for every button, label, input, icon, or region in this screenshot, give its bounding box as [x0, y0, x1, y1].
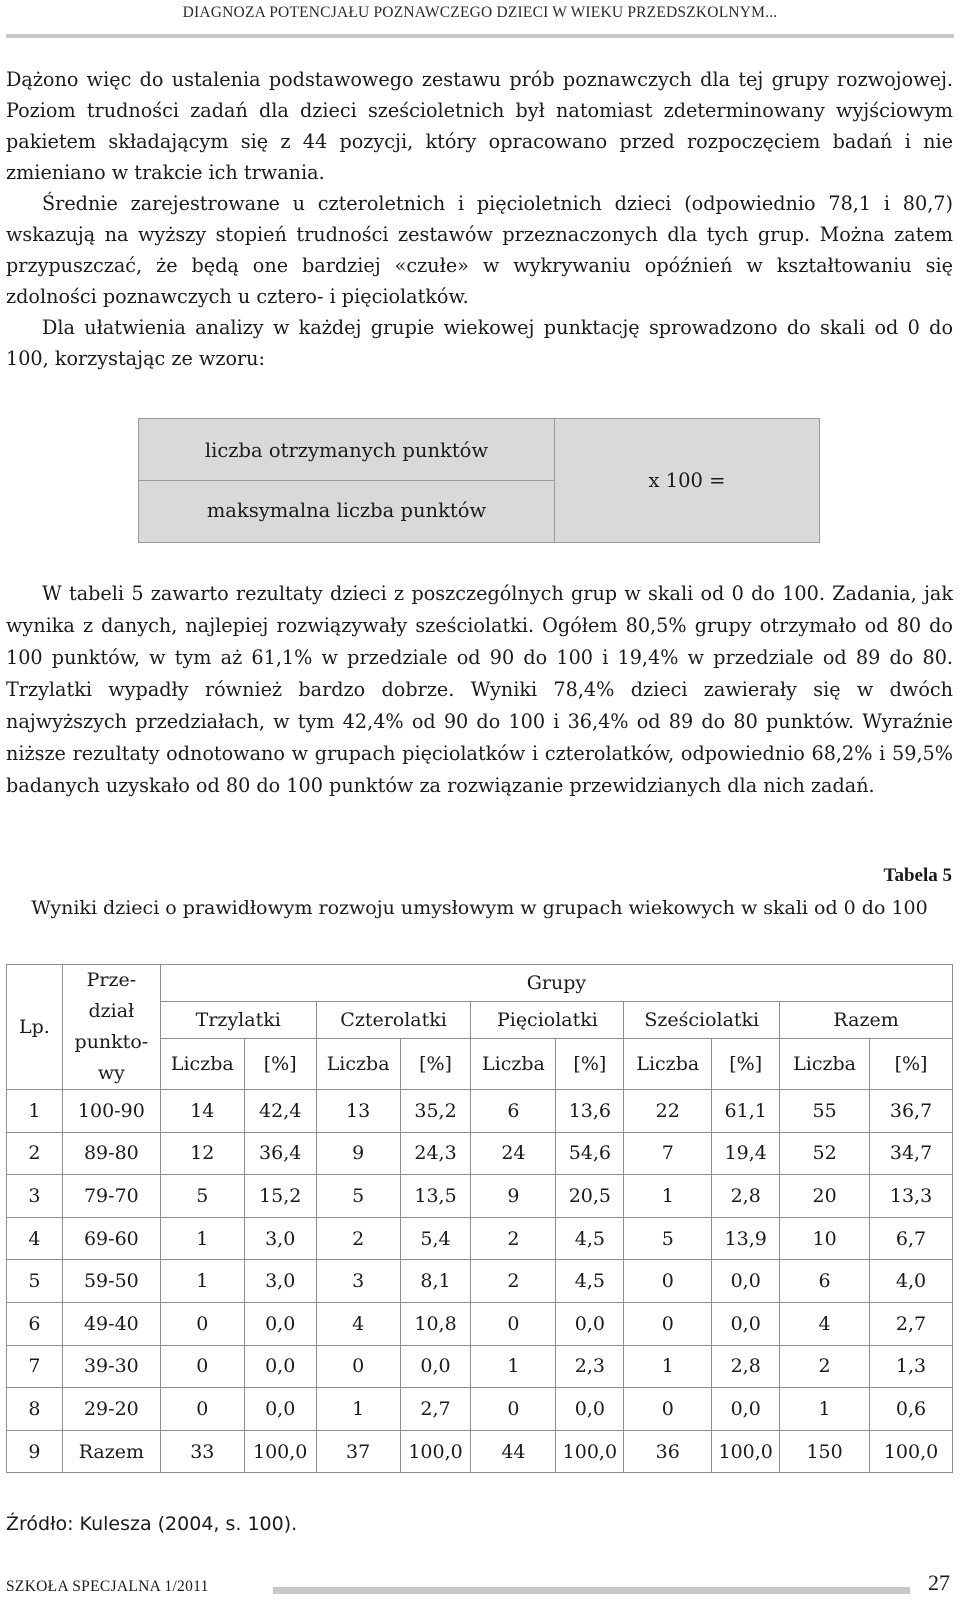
- table-row: [7, 1175, 953, 1218]
- table-cell: 55: [780, 1090, 870, 1133]
- table-cell: 0,0: [712, 1388, 780, 1431]
- table-cell: 1: [160, 1217, 244, 1260]
- table-cell: 0: [160, 1388, 244, 1431]
- table-cell: 13: [316, 1090, 400, 1133]
- table-cell: 0: [624, 1302, 712, 1345]
- paragraph-1: Dążono więc do ustalenia podstawowego zestawu prób poznawczych dla tej grupy rozwojowej. Poziom trudności zadań dla dzieci sześcioletnich był natomiast zdeterminowany wyjściowym pakietem składającym się z 44 pozycji, który opracowano przed rozpoczęciem badań i nie zmieniano w trakcie ich trwania.: [6, 68, 953, 184]
- header-count: Liczba: [160, 1038, 244, 1090]
- table-cell: 0,0: [244, 1302, 316, 1345]
- table-cell: 36,7: [870, 1090, 953, 1133]
- formula-numerator: liczba otrzymanych punktów: [204, 439, 489, 462]
- table-cell: 15,2: [244, 1175, 316, 1218]
- table-cell: 12: [160, 1132, 244, 1175]
- table-cell: 1: [624, 1345, 712, 1388]
- table-cell: 7: [624, 1132, 712, 1175]
- table-cell: 1: [160, 1260, 244, 1303]
- table-label: Tabela 5: [883, 865, 952, 886]
- table-cell: 100,0: [870, 1430, 953, 1473]
- table-cell: 3: [7, 1175, 63, 1218]
- table-cell: 79-70: [62, 1175, 160, 1218]
- table-cell: 3,0: [244, 1260, 316, 1303]
- table-cell: 100,0: [400, 1430, 471, 1473]
- table-cell: 34,7: [870, 1132, 953, 1175]
- table-cell: 35,2: [400, 1090, 471, 1133]
- table-cell: 20: [780, 1175, 870, 1218]
- header-count: Liczba: [316, 1038, 400, 1090]
- table-cell: 0,0: [400, 1345, 471, 1388]
- body-text-top: [6, 64, 953, 374]
- table-cell: 44: [471, 1430, 556, 1473]
- table-cell: 0: [160, 1302, 244, 1345]
- table-cell: 24: [471, 1132, 556, 1175]
- table-cell: 20,5: [556, 1175, 624, 1218]
- table-cell: 33: [160, 1430, 244, 1473]
- running-head: DIAGNOZA POTENCJAŁU POZNAWCZEGO DZIECI W WIEKU PRZEDSZKOLNYM...: [182, 4, 778, 21]
- header-groups: Grupy: [160, 965, 952, 1002]
- table-cell: 2,3: [556, 1345, 624, 1388]
- table-cell: 100,0: [556, 1430, 624, 1473]
- table-cell: 36,4: [244, 1132, 316, 1175]
- table-cell: 5,4: [400, 1217, 471, 1260]
- table-cell: 1: [780, 1388, 870, 1431]
- table-cell: 13,3: [870, 1175, 953, 1218]
- table-cell: 4,0: [870, 1260, 953, 1303]
- table-cell: 49-40: [62, 1302, 160, 1345]
- table-cell: 13,6: [556, 1090, 624, 1133]
- table-cell: 0: [471, 1302, 556, 1345]
- table-cell: 5: [316, 1175, 400, 1218]
- header-range: Prze-dział punkto-wy: [62, 965, 160, 1090]
- table-cell: Razem: [62, 1430, 160, 1473]
- header-group: Trzylatki: [160, 1001, 316, 1038]
- table-cell: 6: [7, 1302, 63, 1345]
- table-row: [7, 1217, 953, 1260]
- header-group: Czterolatki: [316, 1001, 471, 1038]
- table-cell: 29-20: [62, 1388, 160, 1431]
- table-cell: 2,8: [712, 1345, 780, 1388]
- table-cell: 8: [7, 1388, 63, 1431]
- table-cell: 36: [624, 1430, 712, 1473]
- table-cell: 2: [471, 1260, 556, 1303]
- table-cell: 100,0: [244, 1430, 316, 1473]
- table-cell: 4: [7, 1217, 63, 1260]
- table-cell: 3: [316, 1260, 400, 1303]
- table-cell: 19,4: [712, 1132, 780, 1175]
- table-cell: 13,9: [712, 1217, 780, 1260]
- table-cell: 2: [471, 1217, 556, 1260]
- formula-multiplier: x 100 =: [648, 469, 726, 492]
- table-row: [7, 1132, 953, 1175]
- table-cell: 0,0: [712, 1302, 780, 1345]
- table-cell: 2,8: [712, 1175, 780, 1218]
- page-number: 27: [928, 1570, 950, 1595]
- header-percent: [%]: [244, 1038, 316, 1090]
- table-cell: 37: [316, 1430, 400, 1473]
- table-row: [7, 1430, 953, 1473]
- table-cell: 1: [471, 1345, 556, 1388]
- table-cell: 5: [624, 1217, 712, 1260]
- table-caption: Wyniki dzieci o prawidłowym rozwoju umysłowym w grupach wiekowych w skali od 0 do 100: [31, 897, 928, 919]
- table-cell: 0: [624, 1388, 712, 1431]
- header-percent: [%]: [556, 1038, 624, 1090]
- table-row: [7, 1388, 953, 1431]
- table-cell: 14: [160, 1090, 244, 1133]
- table-cell: 4: [316, 1302, 400, 1345]
- table-cell: 4,5: [556, 1217, 624, 1260]
- header-group: Razem: [780, 1001, 953, 1038]
- table-cell: 1: [7, 1090, 63, 1133]
- table-body: [7, 1090, 953, 1473]
- table-row: [7, 1302, 953, 1345]
- header-percent: [%]: [870, 1038, 953, 1090]
- footer-rule: [273, 1587, 910, 1594]
- table-cell: 2,7: [870, 1302, 953, 1345]
- body-text-bottom: [6, 578, 953, 802]
- table-cell: 0: [471, 1388, 556, 1431]
- table-row: [7, 1090, 953, 1133]
- table-cell: 52: [780, 1132, 870, 1175]
- table-cell: 1,3: [870, 1345, 953, 1388]
- table-cell: 13,5: [400, 1175, 471, 1218]
- paragraph-4: W tabeli 5 zawarto rezultaty dzieci z poszczególnych grup w skali od 0 do 100. Zadania, jak wynika z danych, najlepiej rozwiązywały sześciolatki. Ogółem 80,5% grupy otrzymało od 80 do 100 punktów, w tym aż 61,1% w przedziale od 90 do 100 i 19,4% w przedziale od 89 do 80. Trzylatki wypadły również bardzo dobrze. Wyniki 78,4% dzieci zawierały się w dwóch najwyższych przedziałach, w tym 42,4% od 90 do 100 i 36,4% od 89 do 80 punktów. Wyraźnie niższe rezultaty odnotowano w grupach pięciolatków i czterolatków, odpowiednio 68,2% i 59,5% badanych uzyskało od 80 do 100 punktów za rozwiązanie przewidzianych dla nich zadań.: [6, 582, 953, 797]
- table-cell: 9: [316, 1132, 400, 1175]
- footer-journal: SZKOŁA SPECJALNA 1/2011: [6, 1578, 209, 1595]
- results-table: [6, 964, 953, 1473]
- table-cell: 0,0: [556, 1388, 624, 1431]
- header-count: Liczba: [624, 1038, 712, 1090]
- table-cell: 6: [471, 1090, 556, 1133]
- table-cell: 89-80: [62, 1132, 160, 1175]
- table-cell: 2,7: [400, 1388, 471, 1431]
- table-cell: 0,0: [712, 1260, 780, 1303]
- table-cell: 0: [316, 1345, 400, 1388]
- formula-denominator: maksymalna liczba punktów: [206, 499, 487, 522]
- table-cell: 2: [780, 1345, 870, 1388]
- table-cell: 6,7: [870, 1217, 953, 1260]
- table-cell: 69-60: [62, 1217, 160, 1260]
- table-row: [7, 1260, 953, 1303]
- table-cell: 6: [780, 1260, 870, 1303]
- paragraph-2: Średnie zarejestrowane u czteroletnich i pięcioletnich dzieci (odpowiednio 78,1 i 80,7) wskazują na wyższy stopień trudności zestawów przeznaczonych dla tych grup. Można zatem przypuszczać, że będą one bardziej «czułe» w wykrywaniu opóźnień w kształtowaniu się zdolności poznawczych u cztero- i pięciolatków.: [6, 192, 953, 308]
- header-lp: Lp.: [7, 965, 63, 1090]
- header-rule: [6, 34, 954, 38]
- table-cell: 9: [7, 1430, 63, 1473]
- table-cell: 2: [7, 1132, 63, 1175]
- table-cell: 61,1: [712, 1090, 780, 1133]
- header-group: Pięciolatki: [471, 1001, 624, 1038]
- table-cell: 2: [316, 1217, 400, 1260]
- table-cell: 10,8: [400, 1302, 471, 1345]
- table-cell: 0,6: [870, 1388, 953, 1431]
- table-cell: 0: [624, 1260, 712, 1303]
- table-cell: 1: [316, 1388, 400, 1431]
- table-cell: 1: [624, 1175, 712, 1218]
- header-count: Liczba: [780, 1038, 870, 1090]
- table-cell: 39-30: [62, 1345, 160, 1388]
- table-cell: 5: [160, 1175, 244, 1218]
- paragraph-3: Dla ułatwienia analizy w każdej grupie wiekowej punktację sprowadzono do skali od 0 do 100, korzystając ze wzoru:: [6, 316, 953, 370]
- header-percent: [%]: [400, 1038, 471, 1090]
- table-cell: 0,0: [556, 1302, 624, 1345]
- table-source: Źródło: Kulesza (2004, s. 100).: [6, 1513, 298, 1535]
- table-cell: 0,0: [244, 1345, 316, 1388]
- table-cell: 4,5: [556, 1260, 624, 1303]
- formula-box: [138, 418, 820, 543]
- table-cell: 150: [780, 1430, 870, 1473]
- table-cell: 54,6: [556, 1132, 624, 1175]
- header-count: Liczba: [471, 1038, 556, 1090]
- table-cell: 3,0: [244, 1217, 316, 1260]
- table-cell: 8,1: [400, 1260, 471, 1303]
- table-cell: 100,0: [712, 1430, 780, 1473]
- table-cell: 59-50: [62, 1260, 160, 1303]
- table-cell: 7: [7, 1345, 63, 1388]
- table-cell: 22: [624, 1090, 712, 1133]
- table-cell: 0: [160, 1345, 244, 1388]
- table-cell: 10: [780, 1217, 870, 1260]
- table-cell: 4: [780, 1302, 870, 1345]
- header-percent: [%]: [712, 1038, 780, 1090]
- table-cell: 100-90: [62, 1090, 160, 1133]
- table-cell: 0,0: [244, 1388, 316, 1431]
- fraction-line: [139, 480, 554, 481]
- table-cell: 5: [7, 1260, 63, 1303]
- header-group: Sześciolatki: [624, 1001, 780, 1038]
- table-cell: 9: [471, 1175, 556, 1218]
- table-cell: 24,3: [400, 1132, 471, 1175]
- formula-fraction: [139, 419, 555, 542]
- table-row: [7, 1345, 953, 1388]
- table-cell: 42,4: [244, 1090, 316, 1133]
